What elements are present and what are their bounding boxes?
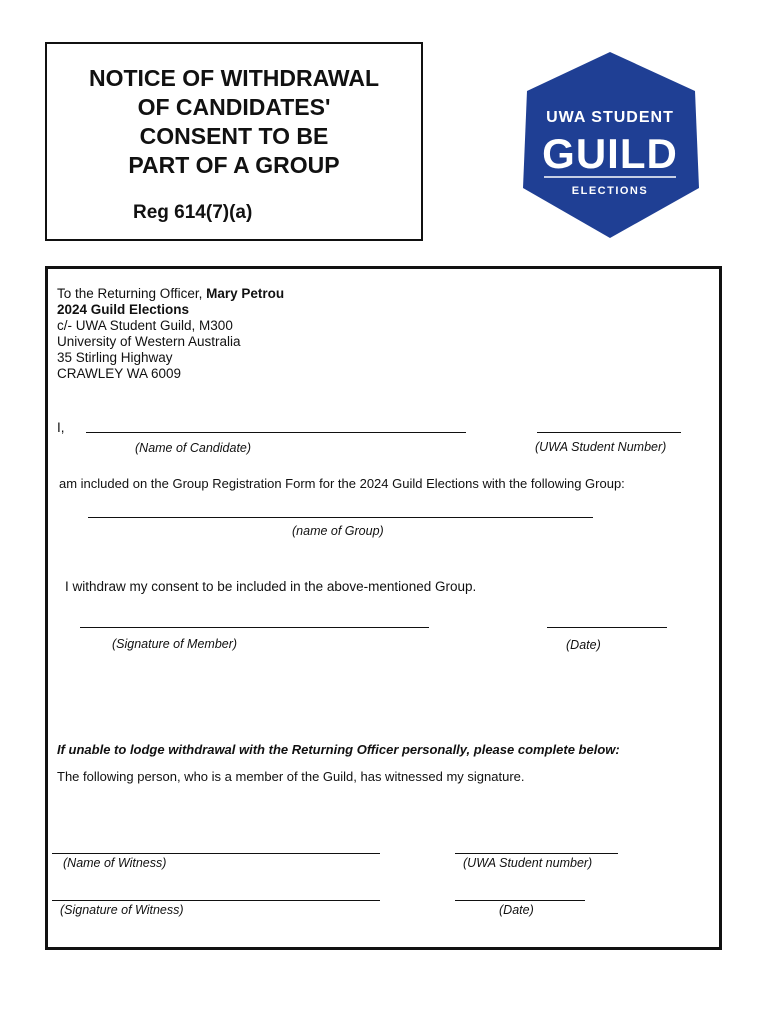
- title-box: [45, 42, 423, 241]
- member-date-caption: (Date): [566, 638, 601, 652]
- form-title-line-1: NOTICE OF WITHDRAWAL: [88, 65, 380, 91]
- address-to-line: [57, 286, 284, 302]
- witness-student-number-caption: (UWA Student number): [463, 856, 593, 870]
- witness-date-field[interactable]: [455, 900, 585, 901]
- i-label: I,: [57, 420, 65, 435]
- address-suburb: CRAWLEY WA 6009: [57, 366, 182, 381]
- member-signature-caption: (Signature of Member): [112, 637, 238, 651]
- svg-text:ELECTIONS: ELECTIONS: [571, 185, 649, 197]
- address-election: 2024 Guild Elections: [57, 302, 190, 317]
- form-title-line-3: CONSENT TO BE: [139, 123, 329, 149]
- candidate-student-number-field[interactable]: [537, 432, 681, 433]
- address-university: University of Western Australia: [57, 334, 241, 349]
- candidate-student-number-caption: (UWA Student Number): [535, 440, 667, 454]
- uwa-student-guild-elections-logo: [519, 50, 701, 240]
- witness-name-field[interactable]: [52, 853, 380, 854]
- witness-instruction: If unable to lodge withdrawal with the Returning Officer personally, please complete below:: [57, 742, 620, 757]
- returning-officer-name: Mary Petrou: [206, 286, 285, 301]
- witness-statement: The following person, who is a member of the Guild, has witnessed my signature.: [57, 769, 525, 784]
- witness-date-caption: (Date): [499, 903, 534, 917]
- svg-text:UWA STUDENT: UWA STUDENT: [546, 109, 674, 126]
- address-care-of: c/- UWA Student Guild, M300: [57, 318, 233, 333]
- svg-text:GUILD: GUILD: [542, 130, 678, 177]
- witness-name-caption: (Name of Witness): [63, 856, 167, 870]
- address-street: 35 Stirling Highway: [57, 350, 173, 365]
- group-name-field[interactable]: [88, 517, 593, 518]
- form-title-line-4: PART OF A GROUP: [128, 152, 340, 178]
- candidate-name-caption: (Name of Candidate): [135, 441, 252, 455]
- address-to-prefix: To the Returning Officer,: [57, 286, 207, 301]
- group-statement: am included on the Group Registration Form for the 2024 Guild Elections with the following Group:: [59, 476, 625, 491]
- witness-signature-field[interactable]: [52, 900, 380, 901]
- regulation-reference: Reg 614(7)(a): [133, 202, 253, 223]
- witness-signature-caption: (Signature of Witness): [60, 903, 184, 917]
- form-title: [47, 64, 421, 180]
- member-signature-field[interactable]: [80, 627, 429, 628]
- form-title-line-2: OF CANDIDATES': [137, 94, 331, 120]
- withdrawal-statement: I withdraw my consent to be included in the above-mentioned Group.: [65, 579, 477, 594]
- group-name-caption: (name of Group): [292, 524, 384, 538]
- candidate-name-field[interactable]: [86, 432, 466, 433]
- member-date-field[interactable]: [547, 627, 667, 628]
- witness-student-number-field[interactable]: [455, 853, 618, 854]
